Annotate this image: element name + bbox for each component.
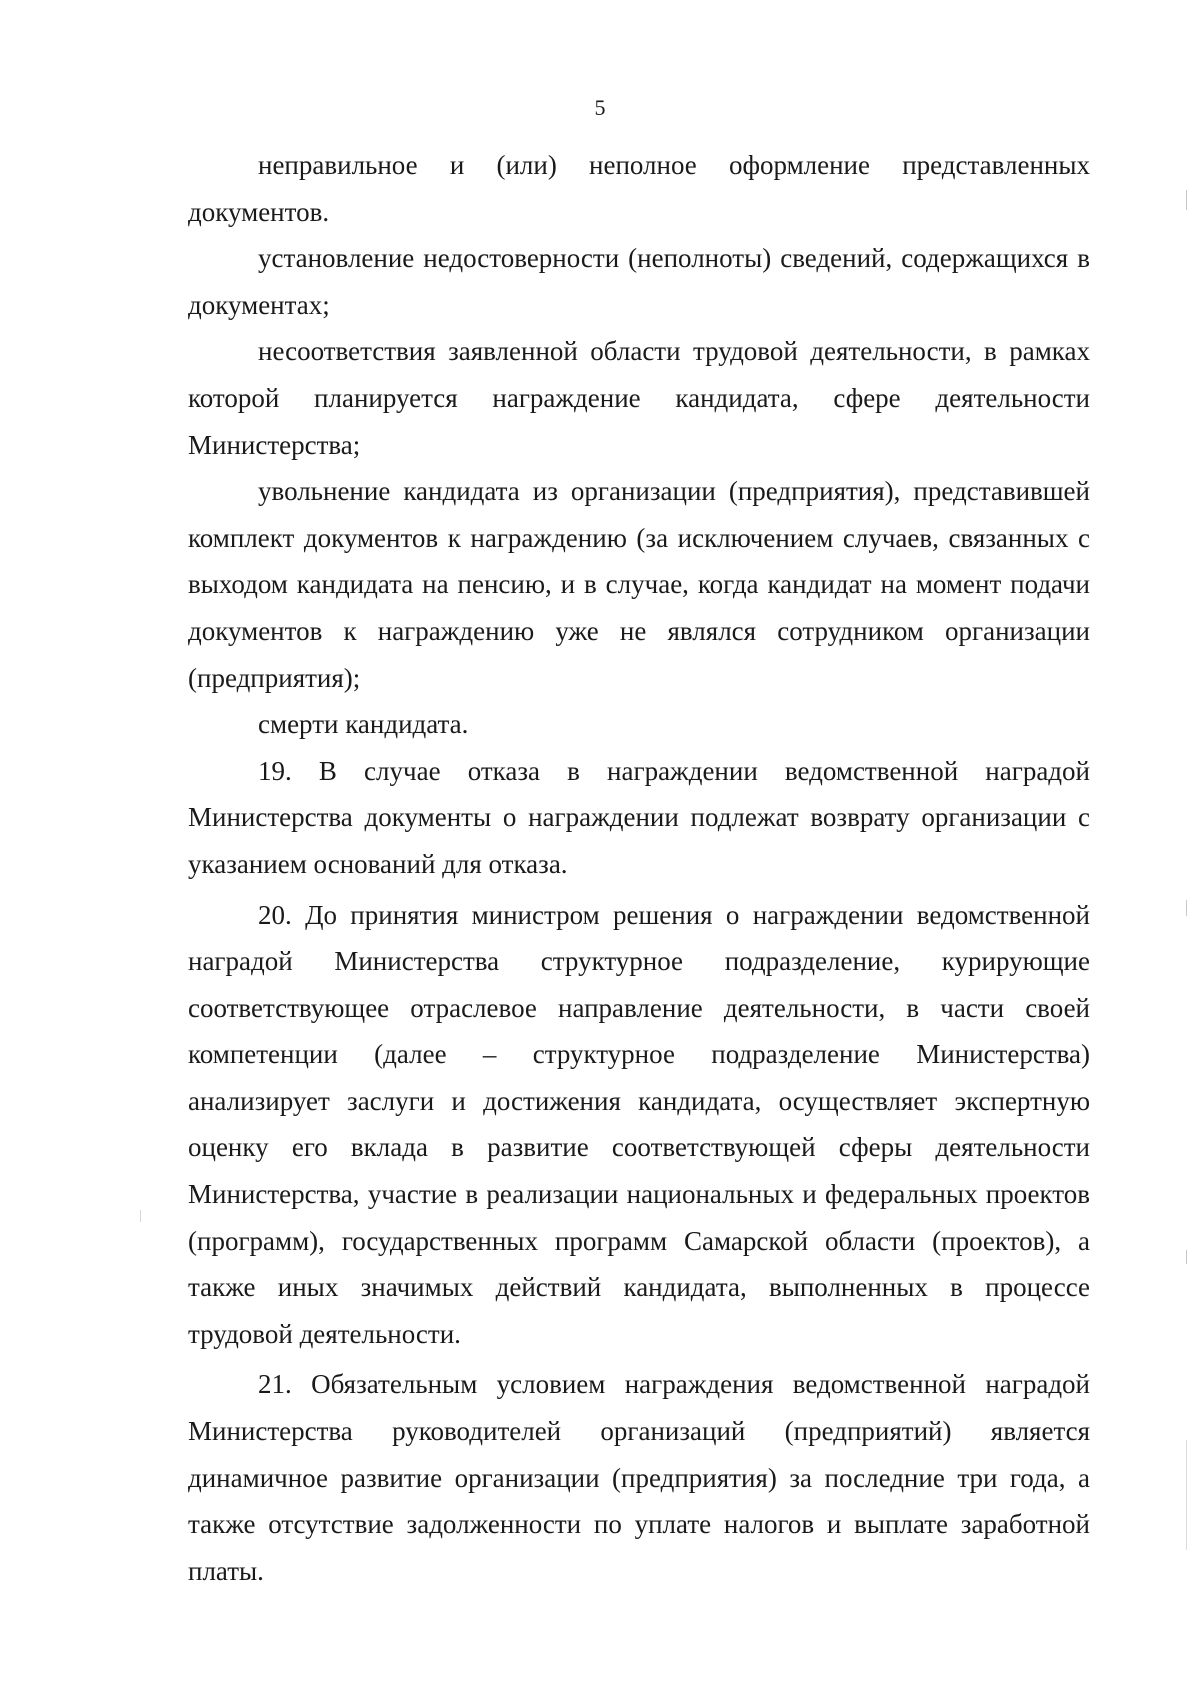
scan-artifact [1186, 1440, 1187, 1550]
page-number: 5 [594, 95, 606, 120]
paragraph: несоответствия заявленной области трудовой деятельности, в рамках которой планируется награждение кандидата, сфере деятельности Министерства; [188, 336, 1090, 460]
scan-artifact [1186, 900, 1187, 916]
scan-artifact [1186, 190, 1187, 210]
paragraph: смерти кандидата. [258, 709, 469, 740]
paragraph: 19. В случае отказа в награждении ведомственной наградой Министерства документы о награждении подлежат возврату организации с указанием оснований для отказа. [188, 755, 1090, 879]
document-body [188, 142, 1090, 1594]
scan-artifact [140, 1210, 141, 1222]
paragraph: 21. Обязательным условием награждения ведомственной наградой Министерства руководителей организаций (предприятий) является динамичное развитие организации (предприятия) за последние три года, а также отсутствие задолженности по уплате налогов и выплате заработной платы. [188, 1369, 1090, 1586]
paragraph: увольнение кандидата из организации (предприятия), представившей комплект документов к награждению (за исключением случаев, связанных с выходом кандидата на пенсию, и в случае, когда кандидат на момент подачи документов к награждению уже не являлся сотрудником организации (предприятия); [188, 476, 1090, 693]
paragraph: 20. До принятия министром решения о награждении ведомственной наградой Министерства структурное подразделение, курирующие соответствующее отраслевое направление деятельности, в части своей компетенции (далее – структурное подразделение Министерства) анализирует заслуги и достижения кандидата, осуществляет экспертную оценку его вклада в развитие соответствующей сферы деятельности Министерства, участие в реализации национальных и федеральных проектов (программ), государственных программ Самарской области (проектов), а также иных значимых действий кандидата, выполненных в процессе трудовой деятельности. [188, 899, 1090, 1349]
scan-artifact [1186, 1250, 1187, 1264]
paragraph: установление недостоверности (неполноты) сведений, содержащихся в документах; [188, 243, 1090, 320]
paragraph: неправильное и (или) неполное оформление представленных документов. [188, 150, 1090, 227]
